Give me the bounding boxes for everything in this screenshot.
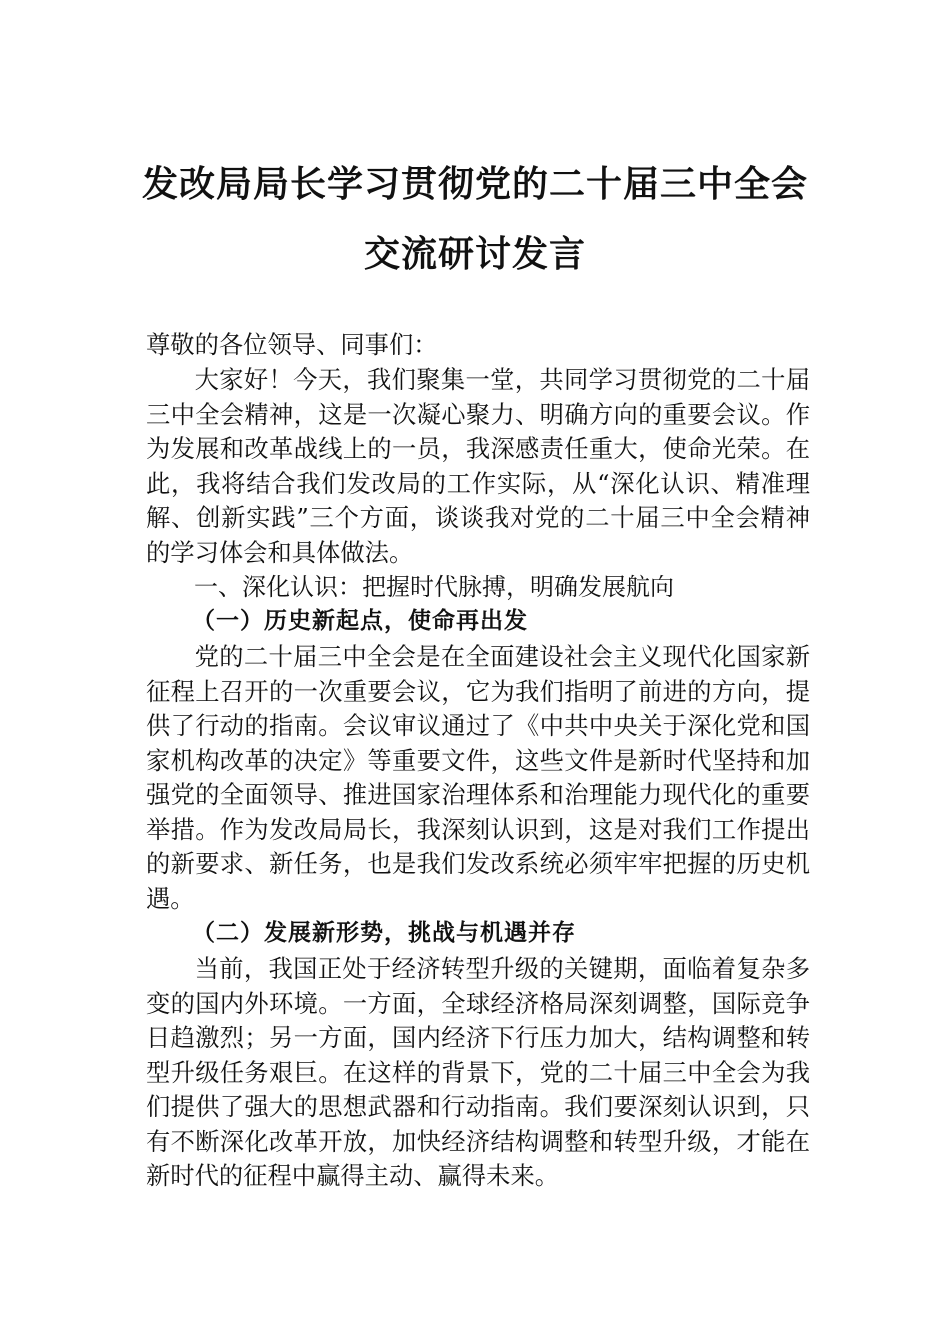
subsection-heading-2: （二）发展新形势，挑战与机遇并存: [192, 919, 576, 946]
paragraph-introduction: 大家好！今天，我们聚集一堂，共同学习贯彻党的二十届三中全会精神，这是一次凝心聚力、明确方向的重要会议。作为发展和改革战线上的一员，我深感责任重大，使命光荣。在此，我将结合我们发改局的工作实际，从“深化认识、精准理解、创新实践”三个方面，谈谈我对党的二十届三中全会精神的学习体会和具体做法。: [146, 365, 810, 567]
document-title-line-1: 发改局局长学习贯彻党的二十届三中全会: [141, 163, 808, 205]
paragraph-situation: 当前，我国正处于经济转型升级的关键期，面临着复杂多变的国内外环境。一方面，全球经济格局深刻调整，国际竞争日趋激烈；另一方面，国内经济下行压力加大，结构调整和转型升级任务艰巨。在这样的背景下，党的二十届三中全会为我们提供了强大的思想武器和行动指南。我们要深刻认识到，只有不断深化改革开放，加快经济结构调整和转型升级，才能在新时代的征程中赢得主动、赢得未来。: [146, 954, 810, 1190]
paragraph-history: 党的二十届三中全会是在全面建设社会主义现代化国家新征程上召开的一次重要会议，它为我们指明了前进的方向，提供了行动的指南。会议审议通过了《中共中央关于深化党和国家机构改革的决定》等重要文件，这些文件是新时代坚持和加强党的全面领导、推进国家治理体系和治理能力现代化的重要举措。作为发改局局长，我深刻认识到，这是对我们工作提出的新要求、新任务，也是我们发改系统必须牢牢把握的历史机遇。: [146, 642, 810, 913]
subsection-heading-1: （一）历史新起点，使命再出发: [192, 607, 528, 634]
document-title-line-2: 交流研讨发言: [363, 233, 586, 275]
section-heading-1: 一、深化认识：把握时代脉搏，明确发展航向: [194, 573, 674, 601]
salutation: 尊敬的各位领导、同事们：: [146, 330, 438, 359]
